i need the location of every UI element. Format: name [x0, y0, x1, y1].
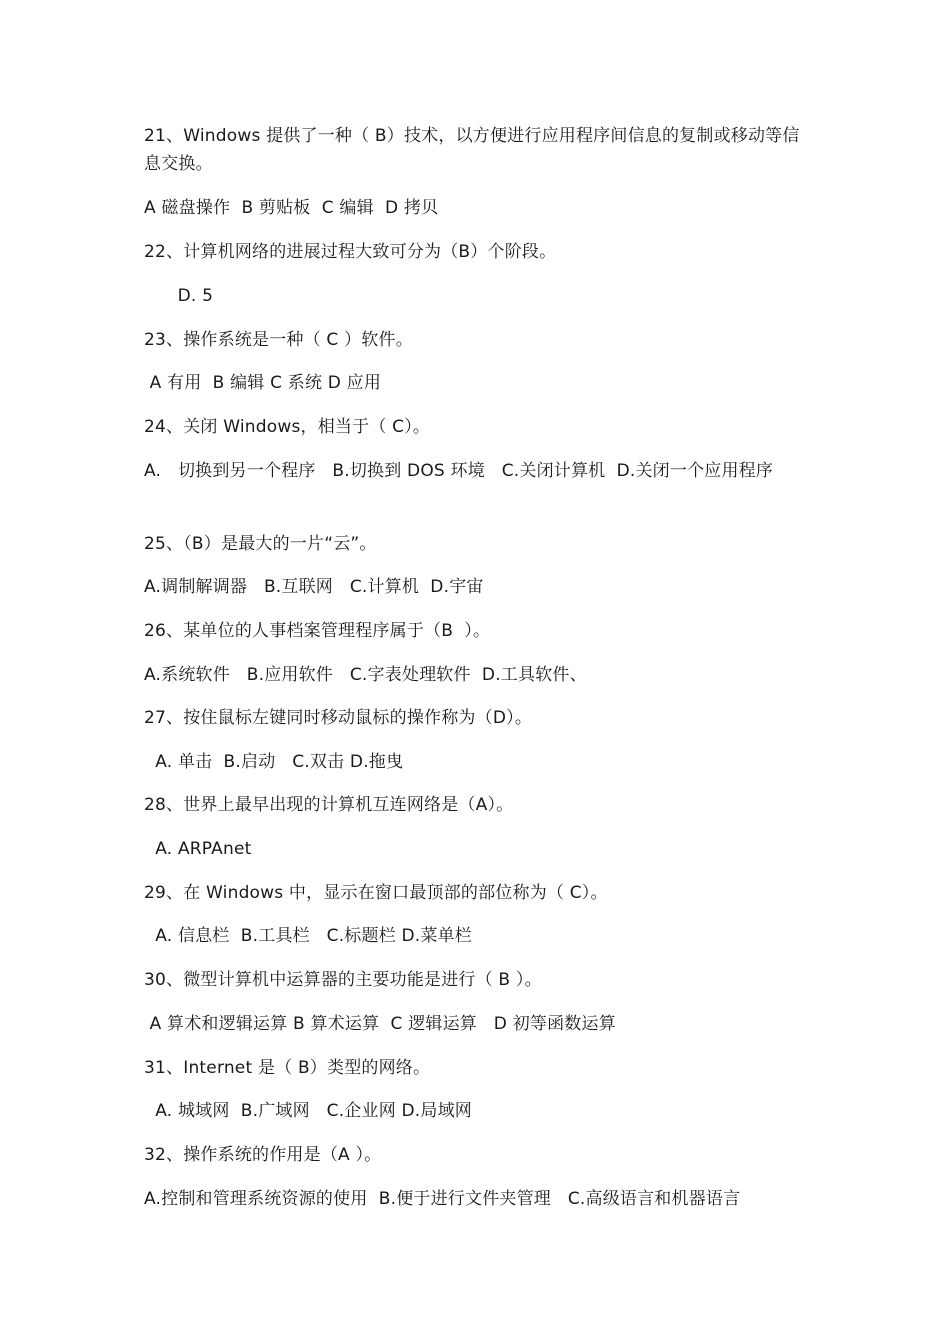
options-31: A. 城域网 B.广域网 C.企业网 D.局域网	[144, 1101, 473, 1121]
question-23: 23、操作系统是一种（ C ）软件。	[144, 330, 413, 350]
question-28: 28、世界上最早出现的计算机互连网络是（A）。	[144, 795, 514, 815]
question-30: 30、微型计算机中运算器的主要功能是进行（ B ）。	[144, 970, 542, 990]
options-27: A. 单击 B.启动 C.双击 D.拖曳	[144, 752, 404, 772]
question-26: 26、某单位的人事档案管理程序属于（B ）。	[144, 621, 491, 641]
options-29: A. 信息栏 B.工具栏 C.标题栏 D.菜单栏	[144, 926, 473, 946]
question-25: 25、（B）是最大的一片“云”。	[144, 534, 377, 554]
options-23: A 有用 B 编辑 C 系统 D 应用	[144, 373, 382, 393]
question-21: 21、Windows 提供了一种（ B）技术，以方便进行应用程序间信息的复制或移动等信息交换。	[144, 126, 800, 174]
options-24: A. 切换到另一个程序 B.切换到 DOS 环境 C.关闭计算机 D.关闭一个应用程序	[144, 461, 774, 481]
question-22: 22、计算机网络的进展过程大致可分为（B）个阶段。	[144, 242, 557, 262]
options-32: A.控制和管理系统资源的使用 B.便于进行文件夹管理 C.高级语言和机器语言	[144, 1189, 741, 1209]
question-27: 27、按住鼠标左键同时移动鼠标的操作称为（D）。	[144, 708, 533, 728]
options-22: D. 5	[144, 286, 214, 306]
options-28: A. ARPAnet	[144, 839, 252, 859]
question-32: 32、操作系统的作用是（A ）。	[144, 1145, 382, 1165]
options-30: A 算术和逻辑运算 B 算术运算 C 逻辑运算 D 初等函数运算	[144, 1014, 616, 1034]
question-24: 24、关闭 Windows，相当于（ C）。	[144, 417, 431, 437]
options-26: A.系统软件 B.应用软件 C.字表处理软件 D.工具软件、	[144, 665, 587, 685]
options-21: A 磁盘操作 B 剪贴板 C 编辑 D 拷贝	[144, 198, 439, 218]
question-31: 31、Internet 是（ B）类型的网络。	[144, 1058, 431, 1078]
question-29: 29、在 Windows 中，显示在窗口最顶部的部位称为（ C）。	[144, 883, 608, 903]
options-25: A.调制解调器 B.互联网 C.计算机 D.宇宙	[144, 577, 484, 597]
